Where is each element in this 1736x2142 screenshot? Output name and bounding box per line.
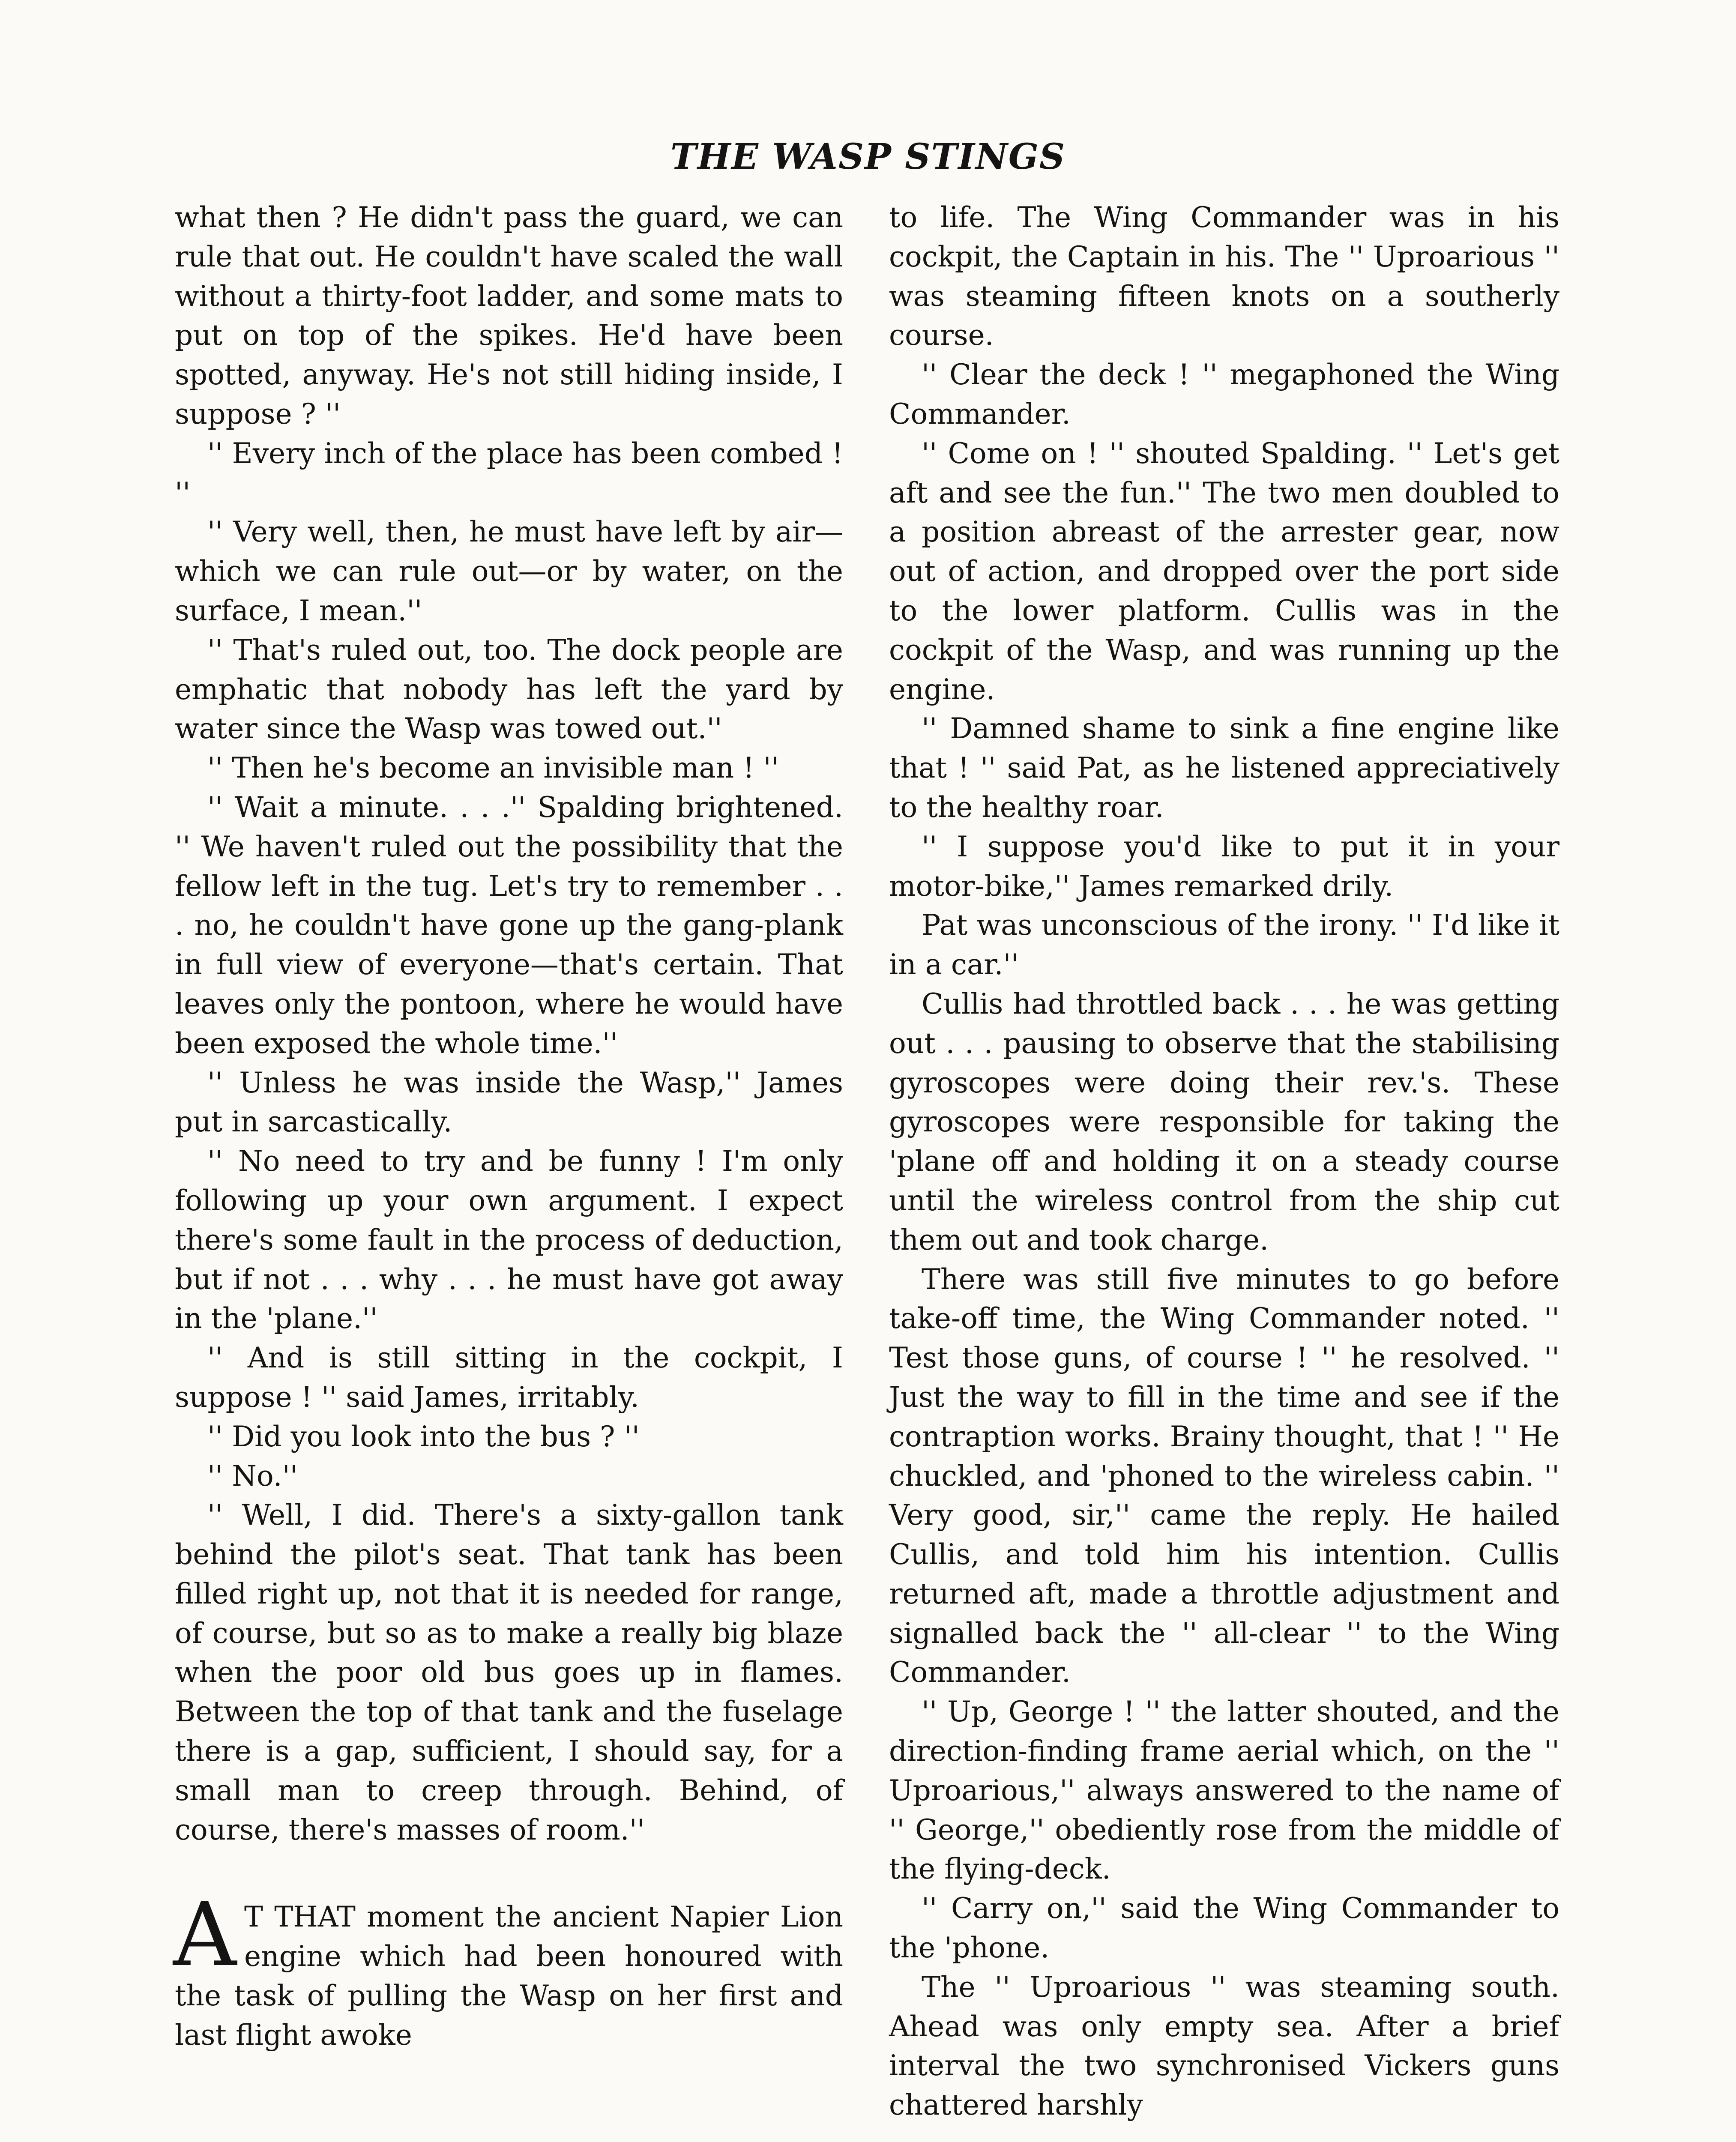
paragraph: There was still five minutes to go before take-off time, the Wing Commander noted. '' Test those guns, of course ! '' he resolved. '' Just the way to fill in the time and see if the contraption works. Brainy thought, that ! '' He chuckled, and 'phoned to the wireless cabin. '' Very good, sir,'' came the reply. He hailed Cullis, and told him his intention. Cullis returned aft, made a throttle adjustment and signalled back the '' all-clear '' to the Wing Commander.: [889, 1262, 1559, 1689]
paragraph: Cullis had throttled back . . . he was getting out . . . pausing to observe that the stabilising gyroscopes were doing their rev.'s. These gyroscopes were responsible for taking the 'plane off and holding it on a steady course until the wireless control from the ship cut them out and took charge.: [889, 987, 1559, 1256]
paragraph: Pat was unconscious of the irony. '' I'd like it in a car.'': [889, 909, 1559, 981]
paragraph: '' No.'': [207, 1459, 298, 1493]
paragraph: '' Up, George ! '' the latter shouted, and the direction-finding frame aerial which, on the '' Uproarious,'' always answered to the name of '' George,'' obediently rose from the middle of the flying-deck.: [889, 1695, 1559, 1886]
paragraph: to life. The Wing Commander was in his cockpit, the Captain in his. The '' Uproarious '' was steaming fifteen knots on a southerly course.: [889, 201, 1559, 352]
running-head-title: THE WASP STINGS: [670, 136, 1066, 177]
paragraph: '' Unless he was inside the Wasp,'' James put in sarcastically.: [175, 1066, 843, 1139]
paragraph: '' I suppose you'd like to put it in your motor-bike,'' James remarked drily.: [889, 830, 1559, 903]
paragraph: The '' Uproarious '' was steaming south. Ahead was only empty sea. After a brief interval the two synchronised Vickers guns chattered harshly: [889, 1970, 1559, 2122]
paragraph: '' Then he's become an invisible man ! '': [207, 751, 779, 785]
dropcap-paragraph-text: T THAT moment the ancient Napier Lion engine which had been honoured with the task of pulling the Wasp on her first and last flight awoke: [175, 1900, 843, 2052]
paragraph: '' Carry on,'' said the Wing Commander to the 'phone.: [889, 1892, 1559, 1965]
dropcap-paragraph: [173, 1884, 843, 2055]
paragraph: '' Every inch of the place has been combed ! '': [175, 437, 843, 509]
paragraph: '' And is still sitting in the cockpit, I suppose ! '' said James, irritably.: [175, 1341, 843, 1414]
paragraph: '' Wait a minute. . . .'' Spalding brightened. '' We haven't ruled out the possibility that the fellow left in the tug. Let's try to remember . . . no, he couldn't have gone up the gang-plank in full view of everyone—that's certain. That leaves only the pontoon, where he would have been exposed the whole time.'': [175, 790, 843, 1060]
drop-cap-initial: A: [173, 1884, 237, 1986]
paragraph: '' Very well, then, he must have left by air—which we can rule out—or by water, on the surface, I mean.'': [175, 515, 843, 627]
left-text-column: [175, 198, 843, 2055]
paragraph: '' That's ruled out, too. The dock people are emphatic that nobody has left the yard by water since the Wasp was towed out.'': [175, 633, 843, 745]
paragraph: '' No need to try and be funny ! I'm only following up your own argument. I expect there's some fault in the process of deduction, but if not . . . why . . . he must have got away in the 'plane.'': [175, 1145, 843, 1335]
paragraph: '' Damned shame to sink a fine engine like that ! '' said Pat, as he listened appreciatively to the healthy roar.: [889, 712, 1559, 824]
paragraph: '' Did you look into the bus ? '': [207, 1420, 640, 1453]
paragraph: '' Clear the deck ! '' megaphoned the Wing Commander.: [889, 358, 1559, 431]
paragraph: what then ? He didn't pass the guard, we can rule that out. He couldn't have scaled the wall without a thirty-foot ladder, and some mats to put on top of the spikes. He'd have been spotted, anyway. He's not still hiding inside, I suppose ? '': [175, 201, 843, 431]
paragraph: '' Well, I did. There's a sixty-gallon tank behind the pilot's seat. That tank has been filled right up, not that it is needed for range, of course, but so as to make a really big blaze when the poor old bus goes up in flames. Between the top of that tank and the fuselage there is a gap, sufficient, I should say, for a small man to creep through. Behind, of course, there's masses of room.'': [175, 1499, 843, 1846]
right-text-column: [889, 198, 1559, 2125]
paragraph: '' Come on ! '' shouted Spalding. '' Let's get aft and see the fun.'' The two men doubled to a position abreast of the arrester gear, now out of action, and dropped over the port side to the lower platform. Cullis was in the cockpit of the Wasp, and was running up the engine.: [889, 437, 1559, 706]
